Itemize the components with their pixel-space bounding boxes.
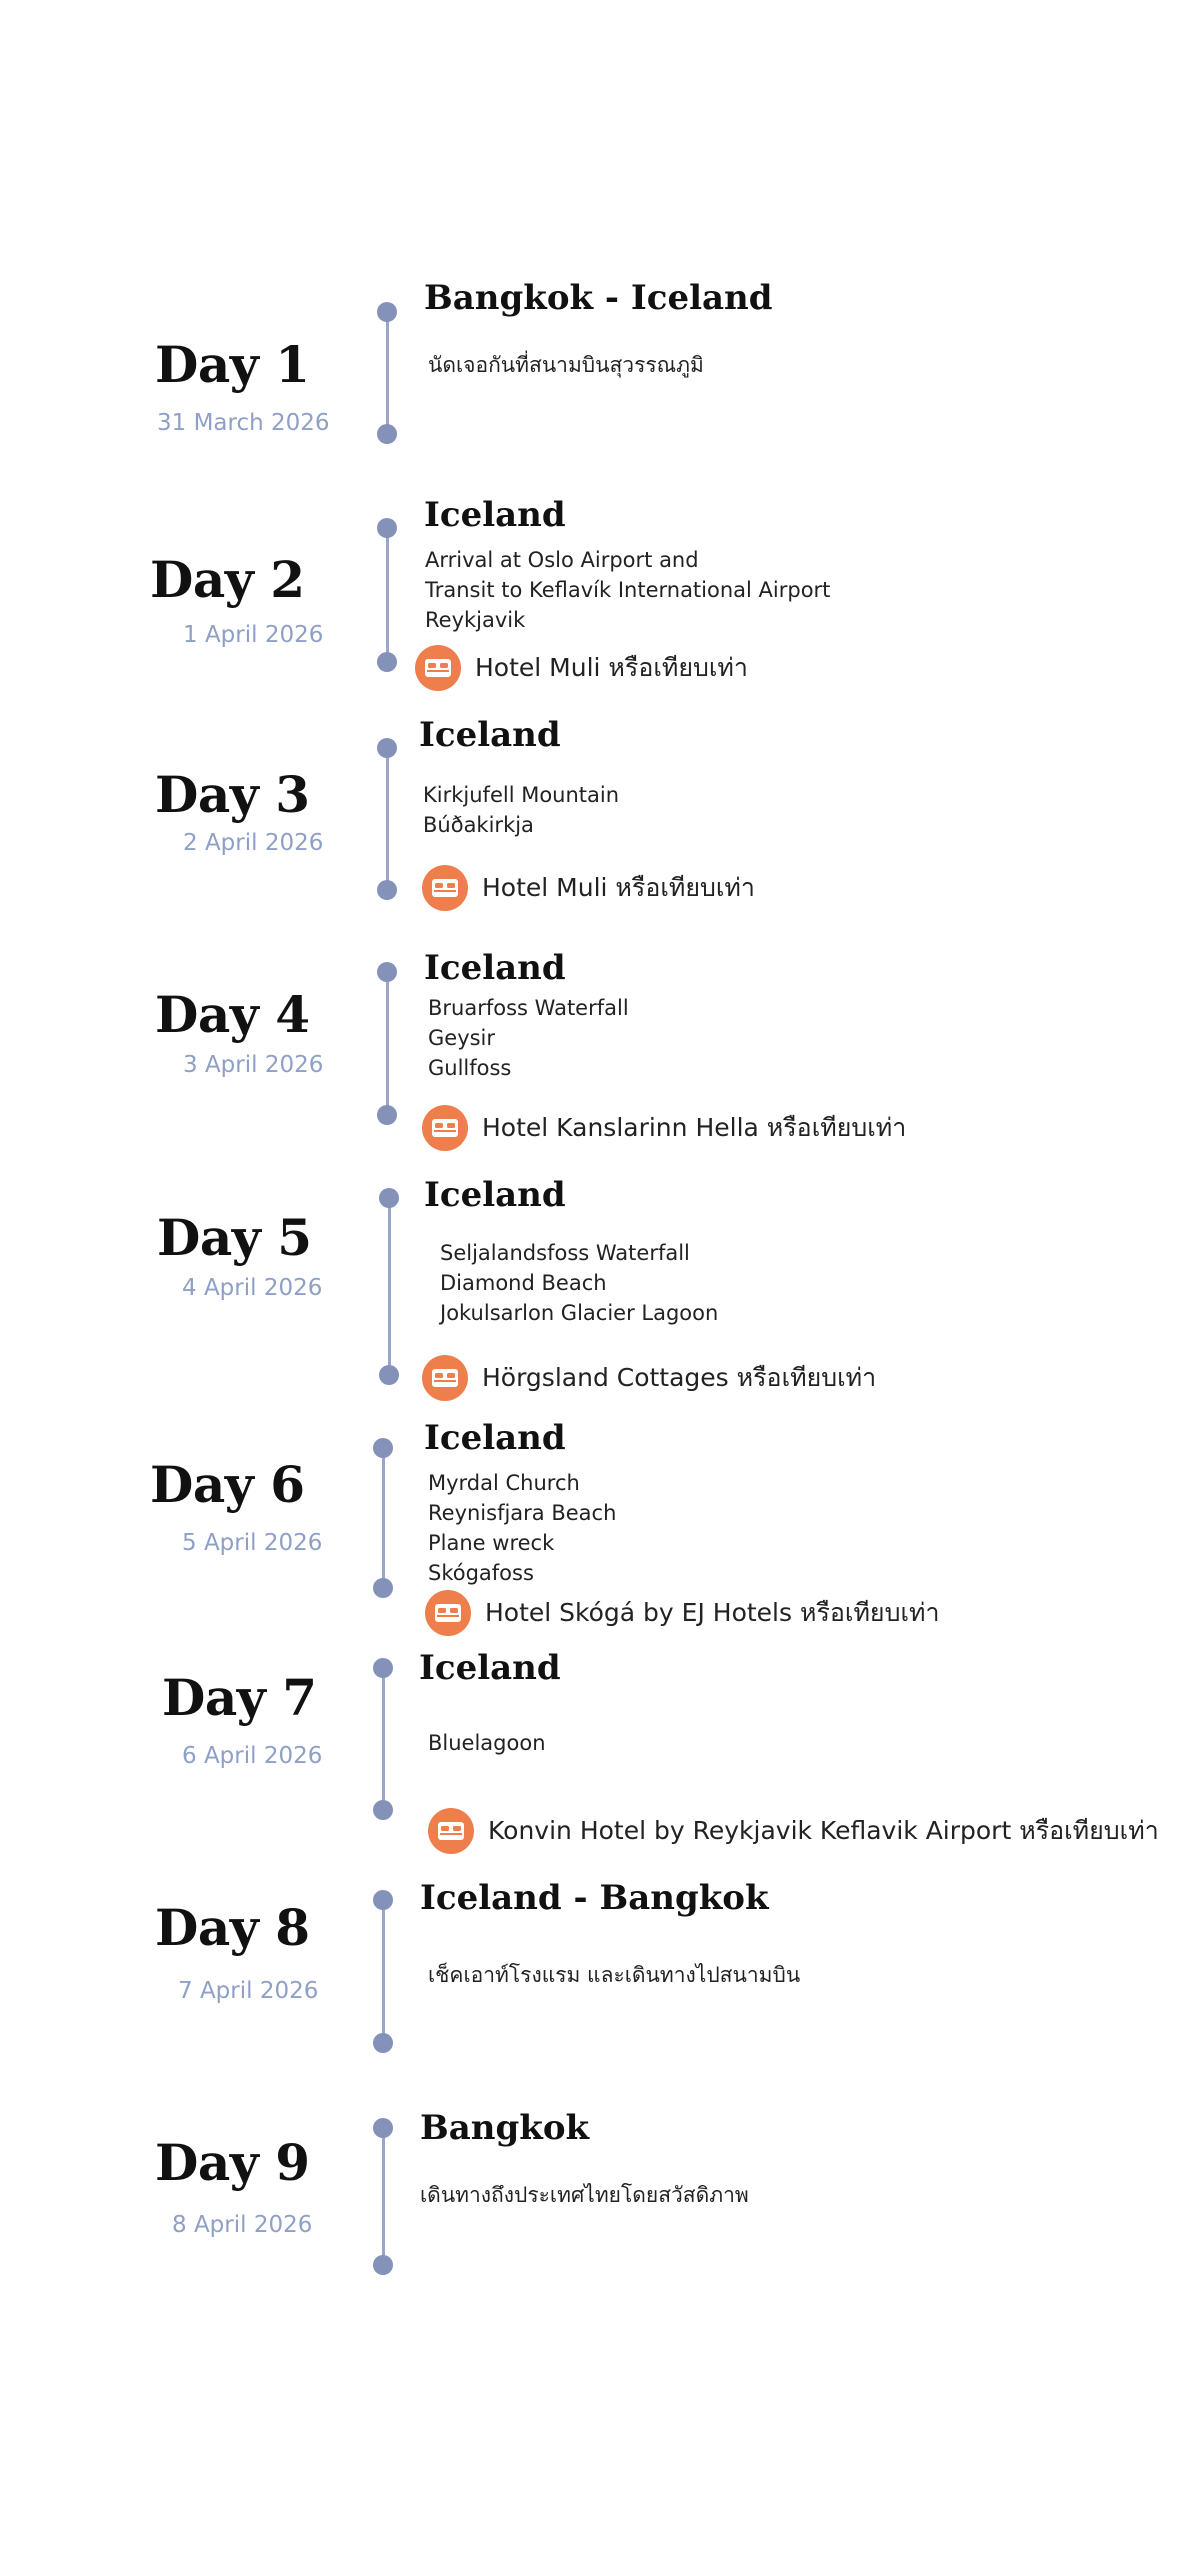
timeline-line [388, 1198, 391, 1375]
activity-item: Transit to Keflavík International Airport [425, 578, 831, 602]
day-label: Day 3 [155, 765, 310, 824]
timeline-line [382, 1900, 385, 2043]
bed-icon [422, 865, 468, 911]
activity-item: Diamond Beach [440, 1271, 607, 1295]
activity-list [425, 545, 830, 635]
activity-item: Gullfoss [428, 1056, 512, 1080]
hotel-name: Hörgsland Cottages หรือเทียบเท่า [482, 1363, 877, 1392]
timeline-dot-start [373, 1658, 393, 1678]
activity-item: นัดเจอกันที่สนามบินสุวรรณภูมิ [428, 353, 704, 377]
timeline-dot-end [377, 652, 397, 672]
timeline-dot-start [373, 1890, 393, 1910]
activity-item: Skógafoss [428, 1561, 534, 1585]
destination-title: Iceland [424, 1175, 566, 1215]
day-date: 4 April 2026 [182, 1275, 323, 1301]
hotel-name: Hotel Muli หรือเทียบเท่า [482, 873, 755, 902]
activity-list [428, 1468, 616, 1588]
timeline-line [382, 1668, 385, 1810]
activity-item: Bluelagoon [428, 1731, 546, 1755]
timeline-dot-end [373, 1578, 393, 1598]
day-label: Day 9 [155, 2133, 310, 2192]
activity-item: Bruarfoss Waterfall [428, 996, 629, 1020]
activity-list [428, 993, 629, 1083]
activity-item: Arrival at Oslo Airport and [425, 548, 699, 572]
activity-item: เช็คเอาท์โรงแรม และเดินทางไปสนามบิน [428, 1963, 801, 1987]
activity-list [428, 1728, 546, 1758]
timeline-line [382, 2128, 385, 2265]
activity-item: Seljalandsfoss Waterfall [440, 1241, 690, 1265]
bed-icon [425, 1590, 471, 1636]
day-date: 7 April 2026 [178, 1978, 319, 2004]
day-label: Day 1 [155, 335, 310, 394]
timeline-line [386, 748, 389, 890]
day-date: 8 April 2026 [172, 2212, 313, 2238]
timeline-line [386, 972, 389, 1115]
activity-list [440, 1238, 718, 1328]
timeline-dot-end [377, 1105, 397, 1125]
activity-list [420, 2180, 749, 2210]
timeline-dot-start [377, 962, 397, 982]
bed-icon [415, 645, 461, 691]
destination-title: Bangkok - Iceland [424, 278, 773, 318]
activity-item: Búðakirkja [423, 813, 534, 837]
timeline-dot-end [379, 1365, 399, 1385]
hotel-row [422, 1355, 876, 1401]
hotel-row [422, 1105, 906, 1151]
activity-list [428, 1960, 800, 1990]
bed-icon [428, 1808, 474, 1854]
hotel-row [428, 1808, 1159, 1854]
activity-item: Reynisfjara Beach [428, 1501, 617, 1525]
timeline-line [386, 312, 389, 434]
day-date: 31 March 2026 [157, 410, 330, 436]
activity-list [423, 780, 619, 840]
hotel-name: Konvin Hotel by Reykjavik Keflavik Airport หรือเทียบเท่า [488, 1816, 1159, 1845]
timeline-dot-start [373, 2118, 393, 2138]
day-date: 5 April 2026 [182, 1530, 323, 1556]
timeline-dot-start [377, 518, 397, 538]
day-label: Day 6 [150, 1455, 305, 1514]
hotel-row [425, 1590, 940, 1636]
day-label: Day 2 [150, 550, 305, 609]
activity-item: Kirkjufell Mountain [423, 783, 620, 807]
destination-title: Iceland [424, 948, 566, 988]
hotel-name: Hotel Kanslarinn Hella หรือเทียบเท่า [482, 1113, 907, 1142]
day-date: 3 April 2026 [183, 1052, 324, 1078]
day-date: 6 April 2026 [182, 1743, 323, 1769]
hotel-row [422, 865, 755, 911]
destination-title: Iceland [419, 1648, 561, 1688]
day-label: Day 8 [155, 1898, 310, 1957]
activity-item: Myrdal Church [428, 1471, 580, 1495]
hotel-name: Hotel Muli หรือเทียบเท่า [475, 653, 748, 682]
hotel-name: Hotel Skógá by EJ Hotels หรือเทียบเท่า [485, 1598, 940, 1627]
timeline-dot-start [377, 302, 397, 322]
timeline-line [386, 528, 389, 662]
timeline-dot-end [373, 2033, 393, 2053]
timeline-dot-end [373, 2255, 393, 2275]
destination-title: Iceland [424, 1418, 566, 1458]
activity-item: Plane wreck [428, 1531, 555, 1555]
timeline-dot-end [377, 424, 397, 444]
activity-item: Geysir [428, 1026, 496, 1050]
timeline-dot-start [377, 738, 397, 758]
day-date: 1 April 2026 [183, 622, 324, 648]
timeline-dot-start [373, 1438, 393, 1458]
bed-icon [422, 1105, 468, 1151]
activity-item: Reykjavik [425, 608, 526, 632]
activity-list [428, 350, 704, 380]
destination-title: Iceland [424, 495, 566, 535]
day-date: 2 April 2026 [183, 830, 324, 856]
day-label: Day 7 [162, 1668, 317, 1727]
activity-item: Jokulsarlon Glacier Lagoon [440, 1301, 719, 1325]
day-label: Day 5 [157, 1208, 312, 1267]
timeline-dot-end [373, 1800, 393, 1820]
day-label: Day 4 [155, 985, 310, 1044]
destination-title: Iceland - Bangkok [420, 1878, 769, 1918]
hotel-row [415, 645, 748, 691]
timeline-dot-end [377, 880, 397, 900]
bed-icon [422, 1355, 468, 1401]
timeline-dot-start [379, 1188, 399, 1208]
timeline-line [382, 1448, 385, 1588]
activity-item: เดินทางถึงประเทศไทยโดยสวัสดิภาพ [420, 2183, 749, 2207]
destination-title: Iceland [419, 715, 561, 755]
destination-title: Bangkok [420, 2108, 590, 2148]
